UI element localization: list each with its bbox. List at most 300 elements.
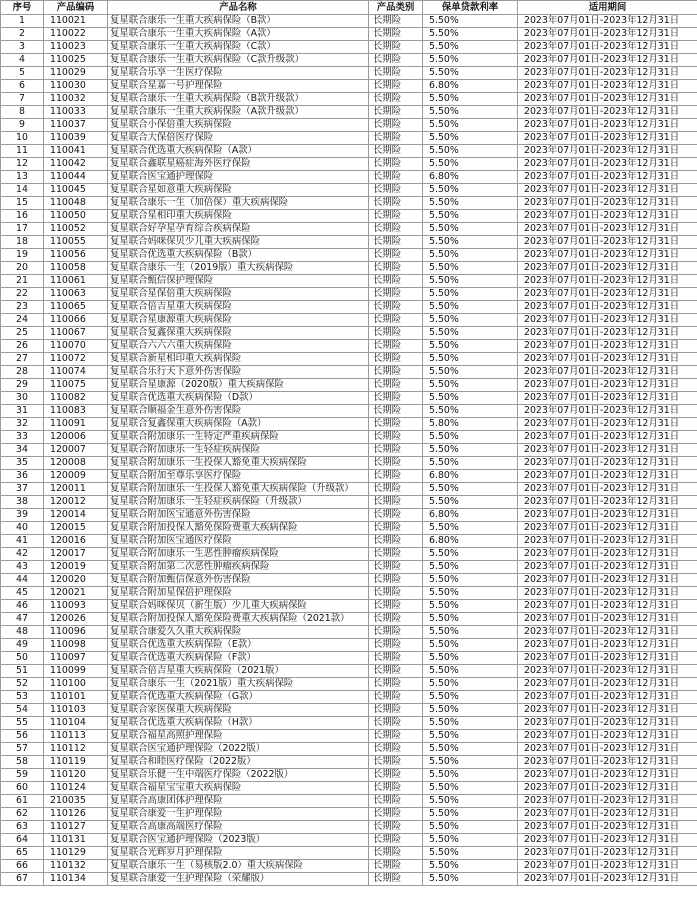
cell-index: 15 (1, 197, 44, 210)
cell-loan-rate: 5.50% (423, 821, 518, 834)
table-row (1, 431, 697, 444)
cell-applicable-period: 2023年07月01日-2023年12月31日 (518, 847, 697, 860)
cell-index: 18 (1, 236, 44, 249)
cell-applicable-period: 2023年07月01日-2023年12月31日 (518, 431, 697, 444)
cell-loan-rate: 5.50% (423, 522, 518, 535)
cell-product-name: 复星联合附加康乐一生恶性肿瘤疾病保险 (108, 548, 369, 561)
cell-applicable-period: 2023年07月01日-2023年12月31日 (518, 613, 697, 626)
cell-applicable-period: 2023年07月01日-2023年12月31日 (518, 756, 697, 769)
cell-product-category: 长期险 (369, 795, 423, 808)
cell-product-code: 110029 (44, 67, 108, 80)
header-name: 产品名称 (108, 1, 369, 15)
cell-index: 59 (1, 769, 44, 782)
cell-loan-rate: 5.50% (423, 431, 518, 444)
cell-product-name: 复星联合星康源（2020版）重大疾病保险 (108, 379, 369, 392)
cell-loan-rate: 5.50% (423, 561, 518, 574)
cell-product-name: 复星联合附加康乐一生投保人豁免重大疾病保险 (108, 457, 369, 470)
cell-applicable-period: 2023年07月01日-2023年12月31日 (518, 743, 697, 756)
cell-product-code: 120019 (44, 561, 108, 574)
cell-index: 23 (1, 301, 44, 314)
cell-product-code: 120026 (44, 613, 108, 626)
cell-product-code: 110083 (44, 405, 108, 418)
cell-applicable-period: 2023年07月01日-2023年12月31日 (518, 405, 697, 418)
cell-product-code: 110098 (44, 639, 108, 652)
table-row (1, 795, 697, 808)
cell-index: 52 (1, 678, 44, 691)
cell-loan-rate: 5.50% (423, 340, 518, 353)
cell-applicable-period: 2023年07月01日-2023年12月31日 (518, 353, 697, 366)
cell-product-category: 长期险 (369, 80, 423, 93)
cell-index: 43 (1, 561, 44, 574)
cell-product-code: 110134 (44, 873, 108, 886)
cell-product-name: 复星联合优选重大疾病保险（D款） (108, 392, 369, 405)
cell-product-name: 复星联合优选重大疾病保险（F款） (108, 652, 369, 665)
cell-loan-rate: 5.50% (423, 288, 518, 301)
cell-product-name: 复星联合康乐一生重大疾病保险（B款升级款） (108, 93, 369, 106)
table-row (1, 314, 697, 327)
cell-product-name: 复星联合医宝通护理保险 (108, 171, 369, 184)
cell-product-category: 长期险 (369, 223, 423, 236)
cell-product-code: 110030 (44, 80, 108, 93)
cell-applicable-period: 2023年07月01日-2023年12月31日 (518, 41, 697, 54)
cell-product-code: 110120 (44, 769, 108, 782)
cell-product-name: 复星联合附加星保倍护理保险 (108, 587, 369, 600)
table-row (1, 366, 697, 379)
cell-index: 10 (1, 132, 44, 145)
cell-loan-rate: 5.50% (423, 496, 518, 509)
cell-product-category: 长期险 (369, 704, 423, 717)
cell-product-category: 长期险 (369, 288, 423, 301)
cell-product-name: 复星联合康爱一生护理保险（荣耀版） (108, 873, 369, 886)
cell-product-code: 110033 (44, 106, 108, 119)
cell-applicable-period: 2023年07月01日-2023年12月31日 (518, 483, 697, 496)
cell-loan-rate: 5.50% (423, 223, 518, 236)
table-row (1, 691, 697, 704)
cell-index: 5 (1, 67, 44, 80)
table-row (1, 665, 697, 678)
cell-product-name: 复星联合康乐一生（加倍保）重大疾病保险 (108, 197, 369, 210)
cell-index: 20 (1, 262, 44, 275)
cell-product-category: 长期险 (369, 470, 423, 483)
table-row (1, 249, 697, 262)
cell-loan-rate: 6.80% (423, 171, 518, 184)
table-row (1, 704, 697, 717)
cell-index: 46 (1, 600, 44, 613)
cell-applicable-period: 2023年07月01日-2023年12月31日 (518, 574, 697, 587)
cell-product-name: 复星联合乐享一生医疗保险 (108, 67, 369, 80)
cell-product-category: 长期险 (369, 782, 423, 795)
cell-index: 58 (1, 756, 44, 769)
cell-product-name: 复星联合小保倍重大疾病保险 (108, 119, 369, 132)
cell-loan-rate: 5.50% (423, 639, 518, 652)
table-row (1, 509, 697, 522)
cell-product-code: 110058 (44, 262, 108, 275)
cell-loan-rate: 5.50% (423, 28, 518, 41)
cell-index: 65 (1, 847, 44, 860)
cell-product-code: 120011 (44, 483, 108, 496)
table-row (1, 834, 697, 847)
cell-product-code: 110056 (44, 249, 108, 262)
cell-applicable-period: 2023年07月01日-2023年12月31日 (518, 340, 697, 353)
cell-applicable-period: 2023年07月01日-2023年12月31日 (518, 67, 697, 80)
cell-product-name: 复星联合星康源重大疾病保险 (108, 314, 369, 327)
cell-applicable-period: 2023年07月01日-2023年12月31日 (518, 15, 697, 28)
cell-product-code: 110129 (44, 847, 108, 860)
cell-applicable-period: 2023年07月01日-2023年12月31日 (518, 145, 697, 158)
cell-index: 53 (1, 691, 44, 704)
cell-loan-rate: 5.80% (423, 418, 518, 431)
table-row (1, 327, 697, 340)
cell-product-name: 复星联合妈咪保贝少儿重大疾病保险 (108, 236, 369, 249)
cell-product-category: 长期险 (369, 340, 423, 353)
cell-product-name: 复星联合附加第二次恶性肿瘤疾病保险 (108, 561, 369, 574)
cell-product-category: 长期险 (369, 847, 423, 860)
cell-product-category: 长期险 (369, 860, 423, 873)
cell-product-category: 长期险 (369, 431, 423, 444)
cell-index: 8 (1, 106, 44, 119)
cell-index: 24 (1, 314, 44, 327)
cell-applicable-period: 2023年07月01日-2023年12月31日 (518, 301, 697, 314)
table-row (1, 67, 697, 80)
cell-applicable-period: 2023年07月01日-2023年12月31日 (518, 184, 697, 197)
table-row (1, 80, 697, 93)
cell-product-category: 长期险 (369, 392, 423, 405)
header-row (1, 1, 697, 15)
cell-product-code: 110104 (44, 717, 108, 730)
cell-applicable-period: 2023年07月01日-2023年12月31日 (518, 730, 697, 743)
cell-index: 31 (1, 405, 44, 418)
cell-product-category: 长期险 (369, 249, 423, 262)
cell-product-name: 复星联合附加至尊乐享医疗保险 (108, 470, 369, 483)
cell-product-name: 复星联合新星相印重大疾病保险 (108, 353, 369, 366)
cell-index: 67 (1, 873, 44, 886)
table-row (1, 158, 697, 171)
cell-loan-rate: 5.50% (423, 314, 518, 327)
cell-product-name: 复星联合大保倍医疗保险 (108, 132, 369, 145)
cell-index: 34 (1, 444, 44, 457)
cell-applicable-period: 2023年07月01日-2023年12月31日 (518, 509, 697, 522)
cell-product-name: 复星联合优选重大疾病保险（G款） (108, 691, 369, 704)
cell-applicable-period: 2023年07月01日-2023年12月31日 (518, 860, 697, 873)
table-body (1, 15, 697, 886)
cell-index: 40 (1, 522, 44, 535)
cell-index: 47 (1, 613, 44, 626)
cell-index: 63 (1, 821, 44, 834)
table-row (1, 535, 697, 548)
cell-product-code: 110048 (44, 197, 108, 210)
cell-loan-rate: 5.50% (423, 847, 518, 860)
cell-product-code: 110050 (44, 210, 108, 223)
cell-loan-rate: 5.50% (423, 808, 518, 821)
table-row (1, 873, 697, 886)
cell-applicable-period: 2023年07月01日-2023年12月31日 (518, 379, 697, 392)
cell-product-code: 110022 (44, 28, 108, 41)
cell-index: 62 (1, 808, 44, 821)
cell-product-name: 复星联合乐健一生中端医疗保险（2022版） (108, 769, 369, 782)
cell-product-name: 复星联合康爱一生护理保险 (108, 808, 369, 821)
cell-product-code: 120016 (44, 535, 108, 548)
cell-product-code: 110097 (44, 652, 108, 665)
cell-product-code: 110096 (44, 626, 108, 639)
cell-product-category: 长期险 (369, 756, 423, 769)
cell-product-category: 长期险 (369, 639, 423, 652)
table-row (1, 626, 697, 639)
cell-index: 2 (1, 28, 44, 41)
table-row (1, 470, 697, 483)
cell-loan-rate: 5.50% (423, 743, 518, 756)
cell-index: 37 (1, 483, 44, 496)
cell-index: 32 (1, 418, 44, 431)
table-row (1, 15, 697, 28)
cell-applicable-period: 2023年07月01日-2023年12月31日 (518, 769, 697, 782)
cell-product-code: 110061 (44, 275, 108, 288)
cell-product-code: 110037 (44, 119, 108, 132)
cell-product-category: 长期险 (369, 535, 423, 548)
cell-product-code: 120021 (44, 587, 108, 600)
cell-applicable-period: 2023年07月01日-2023年12月31日 (518, 548, 697, 561)
cell-loan-rate: 5.50% (423, 717, 518, 730)
cell-product-category: 长期险 (369, 548, 423, 561)
cell-applicable-period: 2023年07月01日-2023年12月31日 (518, 795, 697, 808)
cell-product-category: 长期险 (369, 730, 423, 743)
cell-applicable-period: 2023年07月01日-2023年12月31日 (518, 28, 697, 41)
table-row (1, 275, 697, 288)
cell-product-name: 复星联合高康高端医疗保险 (108, 821, 369, 834)
cell-product-code: 110021 (44, 15, 108, 28)
cell-loan-rate: 5.50% (423, 119, 518, 132)
cell-index: 19 (1, 249, 44, 262)
cell-product-category: 长期险 (369, 184, 423, 197)
cell-product-code: 110072 (44, 353, 108, 366)
cell-product-category: 长期险 (369, 405, 423, 418)
cell-product-category: 长期险 (369, 496, 423, 509)
cell-product-category: 长期险 (369, 158, 423, 171)
cell-applicable-period: 2023年07月01日-2023年12月31日 (518, 171, 697, 184)
cell-product-category: 长期险 (369, 600, 423, 613)
cell-loan-rate: 5.50% (423, 54, 518, 67)
cell-index: 27 (1, 353, 44, 366)
cell-loan-rate: 5.50% (423, 353, 518, 366)
cell-loan-rate: 6.80% (423, 535, 518, 548)
cell-index: 49 (1, 639, 44, 652)
cell-product-category: 长期险 (369, 275, 423, 288)
cell-product-name: 复星联合家医保重大疾病保险 (108, 704, 369, 717)
cell-product-category: 长期险 (369, 327, 423, 340)
cell-product-code: 110067 (44, 327, 108, 340)
cell-applicable-period: 2023年07月01日-2023年12月31日 (518, 366, 697, 379)
table-row (1, 496, 697, 509)
table-row (1, 171, 697, 184)
table-row (1, 808, 697, 821)
cell-loan-rate: 5.50% (423, 626, 518, 639)
table-row (1, 548, 697, 561)
cell-applicable-period: 2023年07月01日-2023年12月31日 (518, 704, 697, 717)
cell-applicable-period: 2023年07月01日-2023年12月31日 (518, 197, 697, 210)
cell-applicable-period: 2023年07月01日-2023年12月31日 (518, 54, 697, 67)
table-row (1, 210, 697, 223)
cell-product-category: 长期险 (369, 457, 423, 470)
cell-loan-rate: 5.50% (423, 197, 518, 210)
cell-product-code: 120014 (44, 509, 108, 522)
cell-applicable-period: 2023年07月01日-2023年12月31日 (518, 652, 697, 665)
table-row (1, 769, 697, 782)
header-index: 序号 (1, 1, 44, 15)
cell-applicable-period: 2023年07月01日-2023年12月31日 (518, 444, 697, 457)
cell-product-category: 长期险 (369, 171, 423, 184)
cell-applicable-period: 2023年07月01日-2023年12月31日 (518, 717, 697, 730)
cell-index: 7 (1, 93, 44, 106)
cell-loan-rate: 5.50% (423, 652, 518, 665)
cell-product-name: 复星联合甄信保护理保险 (108, 275, 369, 288)
cell-loan-rate: 5.50% (423, 158, 518, 171)
cell-product-code: 110124 (44, 782, 108, 795)
cell-product-category: 长期险 (369, 132, 423, 145)
cell-product-category: 长期险 (369, 652, 423, 665)
cell-applicable-period: 2023年07月01日-2023年12月31日 (518, 418, 697, 431)
cell-product-name: 复星联合福星高照护理保险 (108, 730, 369, 743)
cell-loan-rate: 5.50% (423, 444, 518, 457)
cell-applicable-period: 2023年07月01日-2023年12月31日 (518, 80, 697, 93)
cell-loan-rate: 5.50% (423, 548, 518, 561)
table-row (1, 301, 697, 314)
cell-product-name: 复星联合附加投保人豁免保险费重大疾病保险（2021款） (108, 613, 369, 626)
cell-product-code: 110041 (44, 145, 108, 158)
cell-product-name: 复星联合倍吉星重大疾病保险 (108, 301, 369, 314)
cell-product-category: 长期险 (369, 821, 423, 834)
cell-loan-rate: 5.50% (423, 106, 518, 119)
cell-index: 30 (1, 392, 44, 405)
cell-applicable-period: 2023年07月01日-2023年12月31日 (518, 691, 697, 704)
cell-product-code: 110044 (44, 171, 108, 184)
cell-product-name: 复星联合星嘉一号护理保险 (108, 80, 369, 93)
table-row (1, 821, 697, 834)
table-row (1, 847, 697, 860)
table-row (1, 93, 697, 106)
cell-product-code: 110126 (44, 808, 108, 821)
cell-product-category: 长期险 (369, 119, 423, 132)
table-row (1, 54, 697, 67)
cell-index: 6 (1, 80, 44, 93)
cell-product-name: 复星联合优选重大疾病保险（A款） (108, 145, 369, 158)
cell-loan-rate: 5.50% (423, 379, 518, 392)
cell-loan-rate: 5.50% (423, 93, 518, 106)
cell-applicable-period: 2023年07月01日-2023年12月31日 (518, 782, 697, 795)
cell-index: 16 (1, 210, 44, 223)
cell-loan-rate: 5.50% (423, 41, 518, 54)
cell-product-category: 长期险 (369, 808, 423, 821)
cell-loan-rate: 6.80% (423, 470, 518, 483)
cell-product-code: 110103 (44, 704, 108, 717)
cell-product-name: 复星联合康乐一生重大疾病保险（C款升级款） (108, 54, 369, 67)
cell-loan-rate: 5.50% (423, 691, 518, 704)
cell-loan-rate: 5.50% (423, 769, 518, 782)
cell-product-category: 长期险 (369, 106, 423, 119)
cell-applicable-period: 2023年07月01日-2023年12月31日 (518, 522, 697, 535)
cell-product-name: 复星联合和睦医疗保险（2022版） (108, 756, 369, 769)
cell-applicable-period: 2023年07月01日-2023年12月31日 (518, 327, 697, 340)
cell-applicable-period: 2023年07月01日-2023年12月31日 (518, 119, 697, 132)
table-row (1, 28, 697, 41)
cell-product-name: 复星联合附加甄信保意外伤害保险 (108, 574, 369, 587)
cell-applicable-period: 2023年07月01日-2023年12月31日 (518, 626, 697, 639)
cell-product-category: 长期险 (369, 509, 423, 522)
cell-index: 14 (1, 184, 44, 197)
cell-loan-rate: 5.50% (423, 678, 518, 691)
cell-product-code: 110127 (44, 821, 108, 834)
cell-applicable-period: 2023年07月01日-2023年12月31日 (518, 158, 697, 171)
cell-applicable-period: 2023年07月01日-2023年12月31日 (518, 470, 697, 483)
cell-index: 44 (1, 574, 44, 587)
cell-index: 1 (1, 15, 44, 28)
cell-product-code: 110025 (44, 54, 108, 67)
cell-loan-rate: 5.50% (423, 15, 518, 28)
table-row (1, 340, 697, 353)
cell-loan-rate: 5.50% (423, 275, 518, 288)
cell-loan-rate: 5.50% (423, 860, 518, 873)
table-row (1, 730, 697, 743)
cell-loan-rate: 5.50% (423, 665, 518, 678)
cell-index: 60 (1, 782, 44, 795)
cell-product-name: 复星联合光辉岁月护理保险 (108, 847, 369, 860)
cell-product-name: 复星联合星保倍重大疾病保险 (108, 288, 369, 301)
cell-applicable-period: 2023年07月01日-2023年12月31日 (518, 275, 697, 288)
cell-loan-rate: 5.50% (423, 834, 518, 847)
cell-index: 22 (1, 288, 44, 301)
cell-product-category: 长期险 (369, 834, 423, 847)
cell-product-code: 110091 (44, 418, 108, 431)
cell-product-category: 长期险 (369, 522, 423, 535)
cell-product-category: 长期险 (369, 665, 423, 678)
cell-loan-rate: 5.50% (423, 210, 518, 223)
cell-loan-rate: 5.50% (423, 366, 518, 379)
cell-product-code: 110093 (44, 600, 108, 613)
cell-applicable-period: 2023年07月01日-2023年12月31日 (518, 262, 697, 275)
cell-product-name: 复星联合康乐一生重大疾病保险（A款升级款） (108, 106, 369, 119)
cell-applicable-period: 2023年07月01日-2023年12月31日 (518, 106, 697, 119)
cell-product-code: 120009 (44, 470, 108, 483)
cell-product-code: 110065 (44, 301, 108, 314)
cell-loan-rate: 5.50% (423, 587, 518, 600)
table-row (1, 860, 697, 873)
table-row (1, 639, 697, 652)
cell-loan-rate: 5.50% (423, 145, 518, 158)
cell-product-category: 长期险 (369, 626, 423, 639)
cell-product-category: 长期险 (369, 236, 423, 249)
cell-product-code: 120007 (44, 444, 108, 457)
cell-index: 56 (1, 730, 44, 743)
cell-applicable-period: 2023年07月01日-2023年12月31日 (518, 223, 697, 236)
cell-product-code: 110101 (44, 691, 108, 704)
cell-loan-rate: 5.50% (423, 262, 518, 275)
cell-loan-rate: 5.50% (423, 301, 518, 314)
cell-index: 39 (1, 509, 44, 522)
cell-product-category: 长期险 (369, 210, 423, 223)
table-row (1, 262, 697, 275)
table-row (1, 678, 697, 691)
cell-product-name: 复星联合康乐一生重大疾病保险（A款） (108, 28, 369, 41)
table-row (1, 379, 697, 392)
table-row (1, 288, 697, 301)
cell-loan-rate: 6.80% (423, 509, 518, 522)
table-row (1, 522, 697, 535)
cell-product-code: 110045 (44, 184, 108, 197)
table-row (1, 145, 697, 158)
table-row (1, 561, 697, 574)
cell-product-code: 120017 (44, 548, 108, 561)
table-row (1, 418, 697, 431)
table-row (1, 613, 697, 626)
cell-product-category: 长期险 (369, 197, 423, 210)
